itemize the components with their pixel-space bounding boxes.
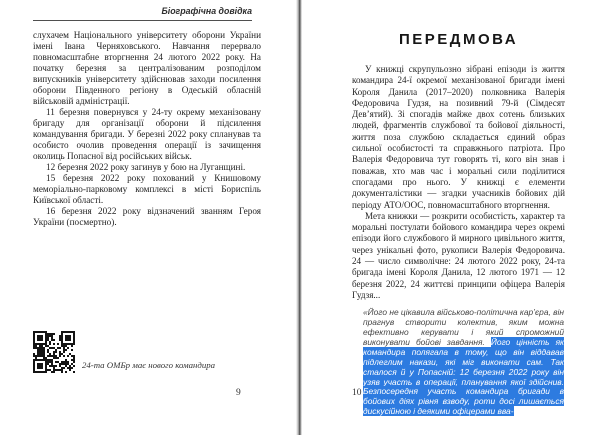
- body-paragraph: Мета книжки — розкрити особистість, характер та моральні постулати бойового командира через окремі епізоди його службового й мирного цивільного життя, через унікальні фото, рукописи Валерія Федоровича. 24 — число символічне: 24 лютого 2022 року, 24-та бригада імені Короля Данила, 12 лютого 1971 — 12 березня 2022, 24 життєві принципи офіцера Валерія Гудзя...: [352, 210, 565, 300]
- body-paragraph: 11 березня повернувся у 24-ту окрему механізовану бригаду для організації оборони й підсилення командування бригади. У березні 2022 року спланував та особисто очолив проведення операції із зачищення околиць Попасної від російських військ.: [33, 107, 261, 161]
- page-number-left: 9: [236, 388, 241, 398]
- page-gutter-divider: [296, 0, 302, 435]
- selected-text-highlight[interactable]: Його цінність як командира полягала в тому, що він віддавав підлеглим накази, які міг виконати сам. Так сталося й у Попасній: 12 березня 2022 року він узяв участь в операції, планування якої здійснив. Безпосередня участь командира бригади в бойових діях рівня взводу, роти досі лишається дискусійною і деякими офіцерами вва-: [363, 336, 564, 417]
- running-header-label: Біографічна довідка: [161, 6, 252, 16]
- body-paragraph: 12 березня 2022 року загинув у бою на Луганщині.: [46, 162, 246, 172]
- page-number-right: 10: [352, 388, 362, 398]
- right-body-text: [352, 64, 565, 417]
- running-header: [33, 6, 252, 21]
- left-body-text: [33, 30, 261, 228]
- body-paragraph: 15 березня 2022 року похований у Книшовому меморіально-парковому комплексі в місті Бориспіль Київської області.: [33, 173, 261, 205]
- qr-code: [33, 331, 75, 373]
- quote-block: [363, 308, 564, 417]
- qr-caption: 24-та ОМБр має нового командира: [82, 360, 216, 370]
- body-paragraph: У книжці скрупульозно зібрані епізоди із життя командира 24-ї окремої механізованої бригади імені Короля Данила (2017–2020) полковника Валерія Федоровича Гудзя, на позивний 79-й (Сімдесят Дев’ятий). Зі спогадів майже двох сотень близьких людей, фрагментів службової та бойової діяльності, життя поза службою складається єдиний образ сильної особистості та справжнього патріота. Про Валерія Федоровича тут говорять ті, кого він знав і поважав, хто мав час і моральні сили поділитися спогадами про нього. У книжці є елементи документалістики — згадки учасників бойових дій періоду АТО/ООС, повномасштабного вторгнення.: [352, 64, 565, 210]
- chapter-heading: ПЕРЕДМОВА: [398, 31, 519, 48]
- quote-text: «Його не цікавила військово-політична кар’єра, він прагнув створити колектив, яким можна ефективно керувати і який спроможний виконувати бойові завдання.: [363, 307, 564, 347]
- body-paragraph: слухачем Національного університету оборони України імені Івана Черняховського. Навчання перервало повномасштабне вторгнення 24 лютого 2022 року. На початку березня за централізованим розподілом випускників університету здійснював заходи посилення оборони Південного регіону в Одеській обласній військовій адміністрації.: [33, 30, 261, 106]
- body-paragraph: 16 березня 2022 року відзначений званням Героя України (посмертно).: [33, 206, 261, 227]
